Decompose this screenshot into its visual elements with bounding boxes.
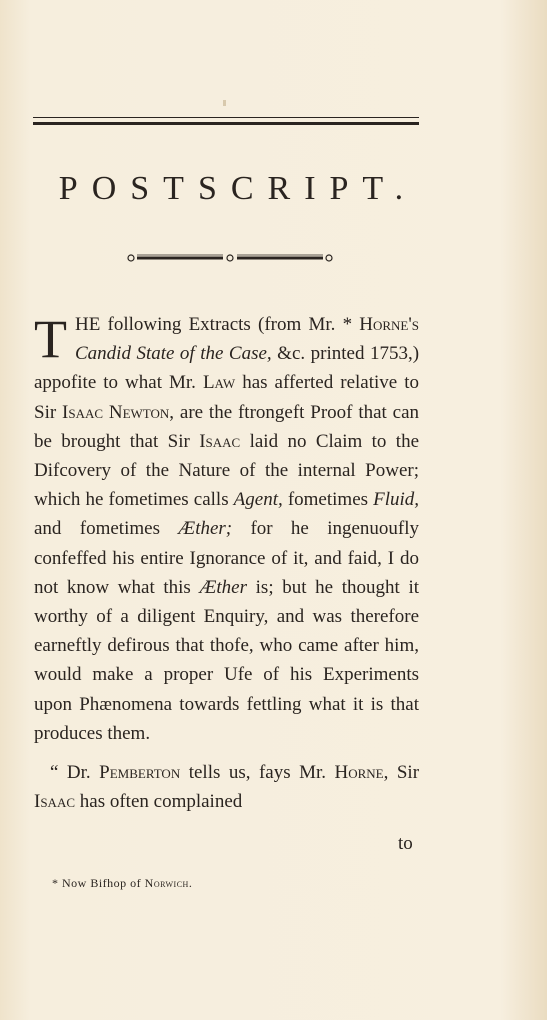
text-span: has often complained — [79, 791, 243, 813]
paragraph-2 — [34, 758, 419, 816]
person-name: Pemberton — [99, 762, 181, 784]
footnote-marker: * — [342, 314, 353, 335]
text-span: tells us, fays Mr. — [188, 762, 327, 784]
body-text — [34, 310, 419, 816]
text-span: fometimes — [287, 489, 369, 511]
person-name: Isaac — [199, 430, 241, 452]
footnote-marker: * — [52, 876, 59, 890]
footnote-text: Now Bifhop of — [62, 876, 142, 890]
person-name: Isaac Newton, — [62, 401, 175, 423]
italic-term: Æther; — [178, 518, 233, 540]
text-span: is; but he thought it worthy of a diligent Enquiry, and was therefore earneftly defirous that thofe, who came after him, would make a proper Ufe of his Experiments upon Phænomena towards fettling what it is that produces them. — [34, 576, 420, 744]
italic-term: Fluid, — [373, 489, 420, 511]
text-span: &c. printed 1753,) appofite to what Mr. — [34, 343, 420, 394]
drop-cap: T — [34, 309, 67, 369]
page-title: POSTSCRIPT. — [58, 170, 418, 207]
text-span: “ Dr. — [50, 762, 91, 784]
catchword: to — [398, 833, 413, 854]
decorative-ornament — [125, 252, 335, 264]
author-name: Horne's — [359, 314, 420, 335]
text-span: for he ingenuoufly confeffed his entire Ignorance of it, and faid, I do not know what this — [34, 518, 420, 598]
text-span: has afferted relative to Sir — [34, 372, 420, 423]
person-name: Law — [202, 372, 236, 394]
text-span: HE following Extracts (from Mr. — [75, 314, 336, 335]
place-name: Norwich. — [144, 876, 193, 890]
paragraph-1 — [34, 310, 419, 748]
header-rule-thick — [33, 122, 419, 125]
footnote — [52, 876, 192, 891]
text-span: are the ftrongeft Proof that can be brought that Sir — [34, 401, 420, 452]
text-span: Sir — [396, 762, 420, 784]
italic-term: Agent, — [233, 489, 283, 511]
ink-bleed-mark — [223, 100, 226, 106]
header-rule-thin — [33, 117, 419, 118]
person-name: Isaac — [34, 791, 76, 813]
person-name: Horne, — [334, 762, 389, 784]
text-span: and fometimes — [34, 518, 160, 540]
text-span: laid no Claim to the Difcovery of the Nature of the internal Power; which he fometimes calls — [34, 430, 420, 511]
work-title: Candid State of the Case, — [75, 343, 272, 365]
italic-term: Æther — [199, 576, 247, 598]
